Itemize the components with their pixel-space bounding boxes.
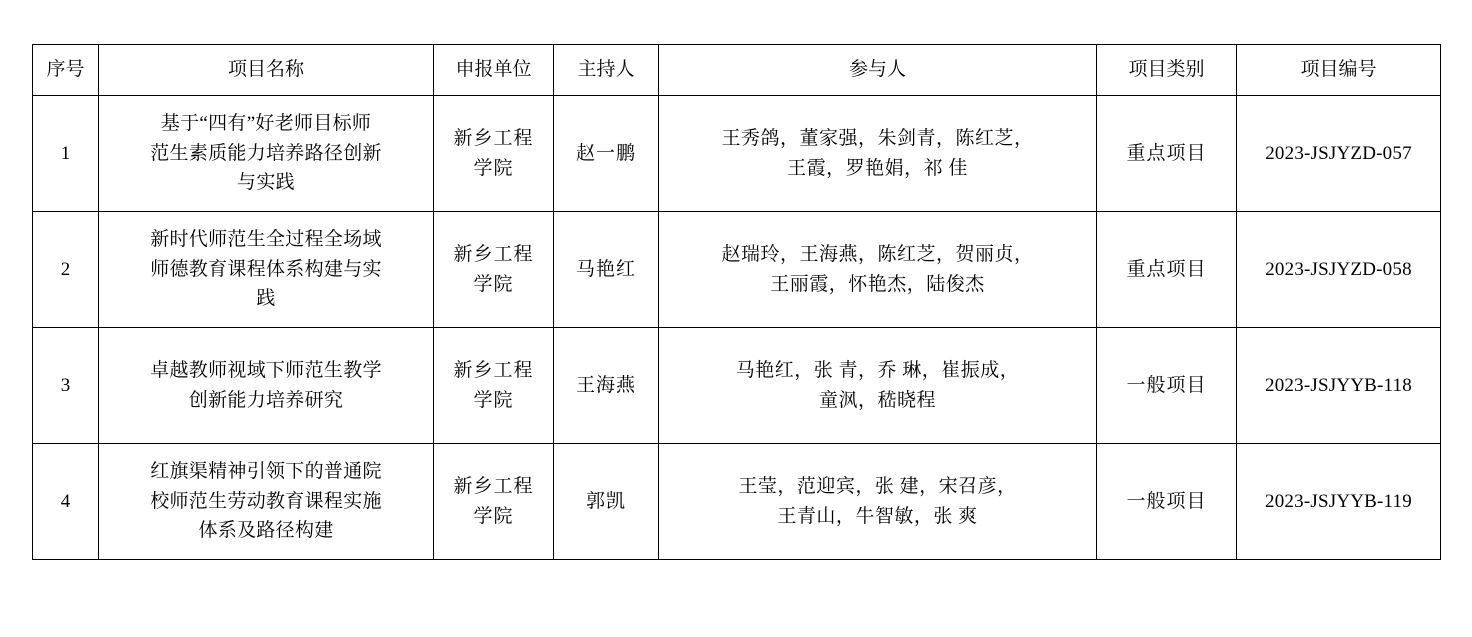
- cell-code: 2023-JSJYZD-058: [1237, 212, 1441, 328]
- cell-category: 重点项目: [1097, 96, 1237, 212]
- unit-line: 新乡工程: [453, 128, 534, 150]
- participants-line: 王霞，罗艳娟，祁 佳: [787, 157, 968, 179]
- cell-seq: 1: [33, 96, 99, 212]
- table-row: [33, 328, 1441, 444]
- cell-seq: 4: [33, 444, 99, 560]
- cell-participants: [659, 212, 1097, 328]
- participants-line: 童沨，嵇晓程: [818, 389, 936, 411]
- cell-host: 王海燕: [554, 328, 659, 444]
- title-line: 校师范生劳动教育课程实施: [150, 490, 382, 512]
- cell-unit: [434, 328, 554, 444]
- cell-unit: [434, 96, 554, 212]
- title-line: 创新能力培养研究: [188, 389, 344, 411]
- cell-participants: [659, 444, 1097, 560]
- column-header-code: 项目编号: [1237, 45, 1441, 96]
- table-body: [33, 96, 1441, 560]
- table-header-row: [33, 45, 1441, 96]
- cell-category: 一般项目: [1097, 444, 1237, 560]
- table-row: [33, 96, 1441, 212]
- title-line: 践: [256, 288, 276, 310]
- column-header-seq: 序号: [33, 45, 99, 96]
- cell-category: 重点项目: [1097, 212, 1237, 328]
- participants-line: 王丽霞，怀艳杰，陆俊杰: [770, 273, 985, 295]
- cell-title: [99, 444, 434, 560]
- cell-code: 2023-JSJYYB-118: [1237, 328, 1441, 444]
- cell-unit: [434, 212, 554, 328]
- cell-participants: [659, 328, 1097, 444]
- cell-participants: [659, 96, 1097, 212]
- title-line: 新时代师范生全过程全场域: [150, 229, 382, 251]
- column-header-category: 项目类别: [1097, 45, 1237, 96]
- title-line: 体系及路径构建: [198, 520, 334, 542]
- cell-title: [99, 328, 434, 444]
- participants-line: 赵瑞玲，王海燕，陈红芝，贺丽贞，: [721, 244, 1034, 266]
- cell-unit: [434, 444, 554, 560]
- cell-title: [99, 212, 434, 328]
- cell-host: 郭凯: [554, 444, 659, 560]
- title-line: 范生素质能力培养路径创新: [150, 142, 382, 164]
- column-header-host: 主持人: [554, 45, 659, 96]
- title-line: 红旗渠精神引领下的普通院: [150, 461, 382, 483]
- table-row: [33, 212, 1441, 328]
- participants-line: 王青山，牛智敏，张 爽: [777, 505, 978, 527]
- column-header-unit: 申报单位: [434, 45, 554, 96]
- participants-line: 王莹，范迎宾，张 建，宋召彦，: [738, 476, 1017, 498]
- cell-category: 一般项目: [1097, 328, 1237, 444]
- projects-table: [32, 44, 1441, 560]
- table-header: [33, 45, 1441, 96]
- unit-line: 学院: [473, 273, 514, 295]
- cell-code: 2023-JSJYZD-057: [1237, 96, 1441, 212]
- unit-line: 学院: [473, 157, 514, 179]
- cell-host: 马艳红: [554, 212, 659, 328]
- cell-code: 2023-JSJYYB-119: [1237, 444, 1441, 560]
- unit-line: 新乡工程: [453, 244, 534, 266]
- table-row: [33, 444, 1441, 560]
- column-header-title: 项目名称: [99, 45, 434, 96]
- participants-line: 王秀鸽，董家强，朱剑青，陈红芝，: [721, 128, 1034, 150]
- cell-seq: 2: [33, 212, 99, 328]
- column-header-participants: 参与人: [659, 45, 1097, 96]
- cell-title: [99, 96, 434, 212]
- title-line: 基于“四有”好老师目标师: [160, 113, 372, 135]
- cell-host: 赵一鹏: [554, 96, 659, 212]
- cell-seq: 3: [33, 328, 99, 444]
- unit-line: 学院: [473, 389, 514, 411]
- title-line: 卓越教师视域下师范生教学: [150, 360, 382, 382]
- title-line: 师德教育课程体系构建与实: [150, 258, 382, 280]
- unit-line: 新乡工程: [453, 476, 534, 498]
- title-line: 与实践: [237, 172, 295, 194]
- unit-line: 学院: [473, 505, 514, 527]
- unit-line: 新乡工程: [453, 360, 534, 382]
- participants-line: 马艳红，张 青，乔 琳，崔振成，: [735, 360, 1020, 382]
